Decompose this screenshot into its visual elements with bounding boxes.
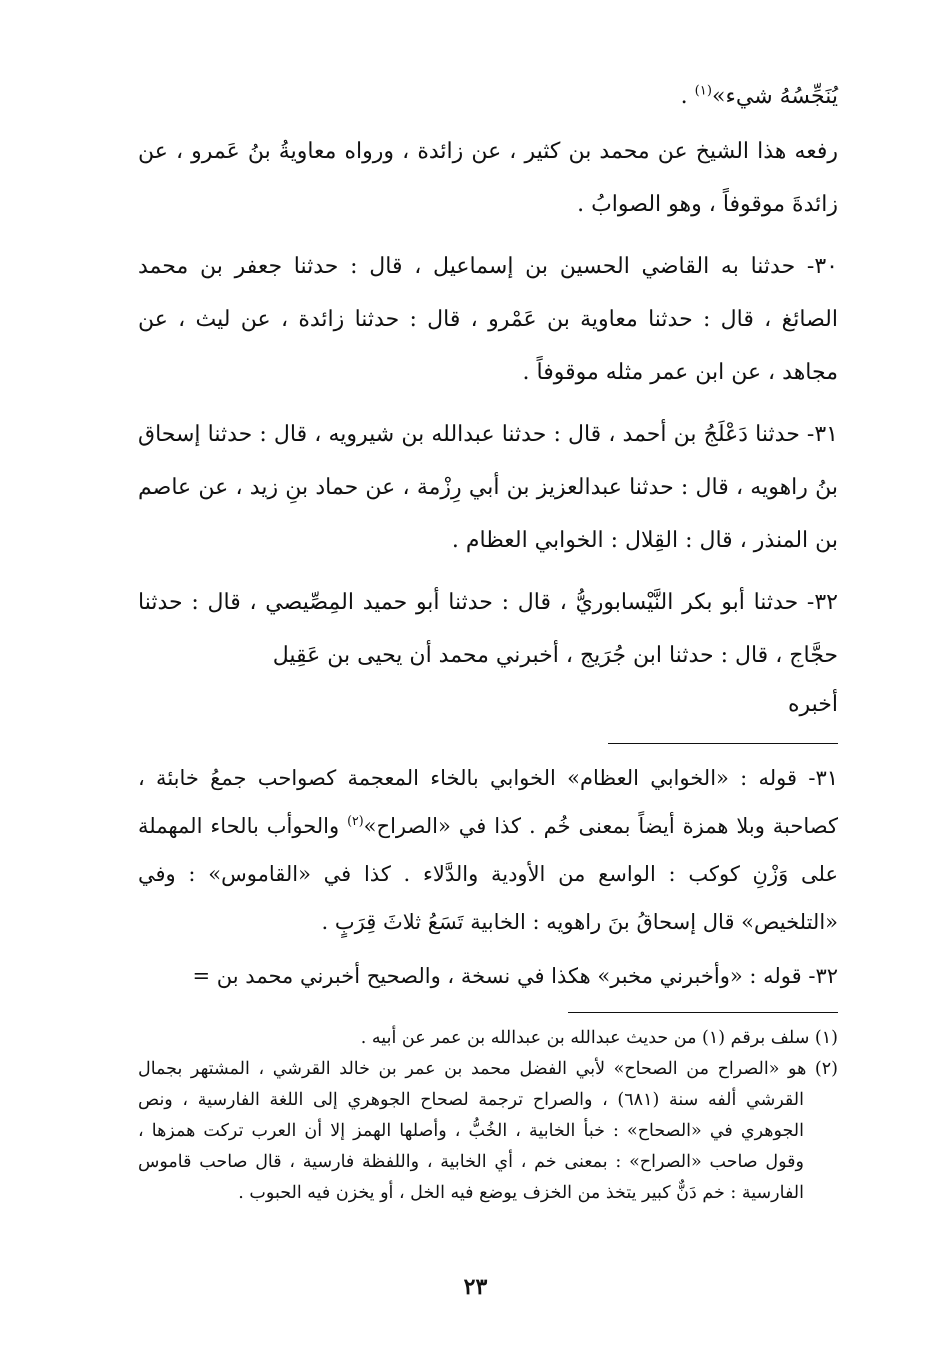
text-continuation: يُنَجِّسُهُ شيء» <box>712 84 838 109</box>
footnote-separator <box>568 1012 838 1013</box>
commentary-32: ٣٢- قوله : «وأخبرني مخبر» هكذا في نسخة ، والصحيح أخبرني محمد بن = <box>192 964 838 988</box>
paragraph-continuation <box>138 70 838 123</box>
commentary-separator <box>608 743 838 744</box>
hadith-30: ٣٠- حدثنا به القاضي الحسين بن إسماعيل ، قال : حدثنا جعفر بن محمد الصائغ ، قال : حدثنا معاوية بن عَمْرو ، قال : حدثنا زائدة ، عن ليث ، عن مجاهد ، عن ابن عمر مثله موقوفاً . <box>138 254 838 385</box>
hadith-31: ٣١- حدثنا دَعْلَجُ بن أحمد ، قال : حدثنا عبدالله بن شيرويه ، قال : حدثنا إسحاق بنُ راهويه ، قال : حدثنا عبدالعزيز بن أبي رِزْمة ، عن حماد بنِ زيد ، عن عاصم بن المنذر ، قال : القِلال : الخوابي العظام . <box>138 422 838 553</box>
main-text <box>138 70 838 731</box>
paragraph-comment-29: رفعه هذا الشيخ عن محمد بن كثير ، عن زائدة ، ورواه معاويةُ بنُ عَمرو ، عن زائدةَ موقوفاً ، وهو الصوابُ . <box>138 139 838 217</box>
hadith-32-text: ٣٢- حدثنا أبو بكر النَّيْسابوريُّ ، قال : حدثنا أبو حميد المِصِّيصي ، قال : حدثنا حجَّاج ، قال : حدثنا ابن جُرَيج ، أخبرني محمد أن يحيى بن عَقِيل <box>138 590 838 668</box>
hadith-32 <box>138 576 838 682</box>
footnote-ref-2: (٢) <box>347 813 364 828</box>
commentary-31-text-a: ٣١- قوله : «الخوابي العظام» الخوابي بالخاء المعجمة كصواحب جمعُ خابئة ، كصاحبة وبلا همزة أيضاً بمعنى خُم . كذا في «الصراح» <box>138 766 838 838</box>
commentary-31-text-b: والحوأب بالحاء المهملة على وَزْنِ كوكب : الواسع من الأودية والدَّلاء . كذا في «القاموس» : وفي «التلخيص» قال إسحاقُ بنَ راهويه : الخابية تَسَعُ ثلاثَ قِرَبٍ . <box>138 814 838 934</box>
commentary <box>138 754 838 1000</box>
footnote-1: (١) سلف برقم (١) من حديث عبدالله بن عبدالله بن عمر عن أبيه . <box>360 1028 838 1048</box>
page-number: ٢٣ <box>463 1274 488 1300</box>
footnotes <box>138 1023 838 1209</box>
commentary-31 <box>138 754 838 946</box>
footnote-2: (٢) هو «الصراح من الصحاح» لأبي الفضل محمد بن عمر بن خالد القرشي ، المشتهر بجمال القرشي ألفه سنة (٦٨١) ، والصراح ترجمة لصحاح الجوهري إلى اللغة الفارسية ، ونص الجوهري في «الصحاح» : خبأ الخابية ، الخُبُّ ، وأصلها الهمز إلا أن العرب تركت همزها ، وقول صاحب «الصراح» : بمعنى خم ، أي الخابية ، واللفظة فارسية ، قال صاحب قاموس الفارسية : خم دَنٌّ كبير يتخذ من الخزف يوضع فيه الخل ، أو يخزن فيه الحبوب . <box>138 1059 838 1203</box>
footnote-ref-1: (١) <box>694 83 713 99</box>
hadith-32-last-line: أخبره <box>787 692 838 717</box>
page-body <box>138 70 838 1209</box>
text-end: . <box>680 84 695 109</box>
